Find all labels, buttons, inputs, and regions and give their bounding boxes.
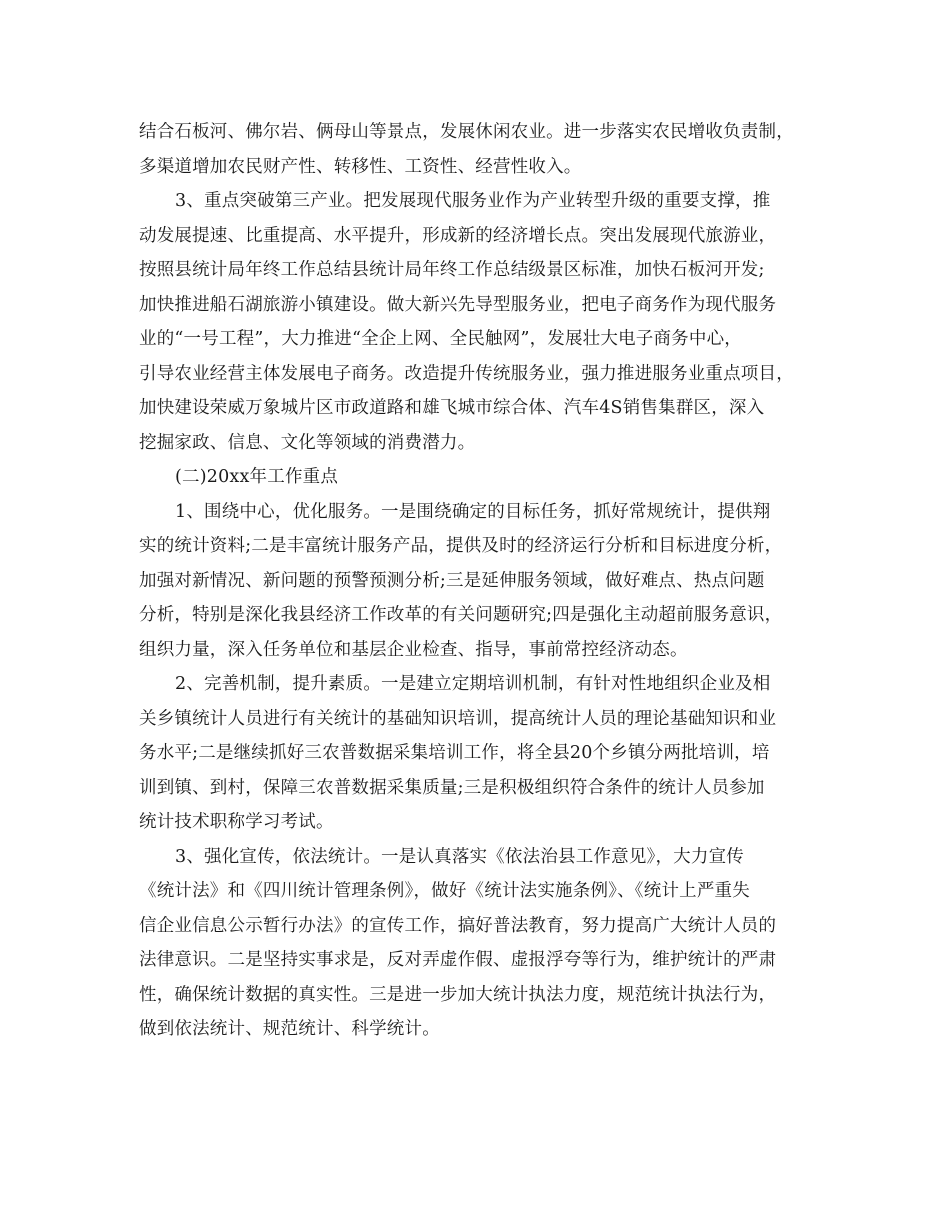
text-line: 结合石板河、佛尔岩、俩母山等景点，发展休闲农业。进一步落实农民增收负责制， — [139, 122, 794, 142]
text-line: 引导农业经营主体发展电子商务。改造提升传统服务业，强力推进服务业重点项目， — [139, 363, 794, 384]
text-line: 《统计法》和《四川统计管理条例》，做好《统计法实施条例》、《统计上严重失 — [139, 881, 750, 901]
paragraph — [139, 667, 825, 840]
text-line: 关乡镇统计人员进行有关统计的基础知识培训，提高统计人员的理论基础知识和业 — [139, 708, 777, 729]
text-line: 加快建设荣威万象城片区市政道路和雄飞城市综合体、汽车4S销售集群区，深入 — [139, 398, 765, 418]
text-line: 3、强化宣传，依法统计。一是认真落实《依法治县工作意见》，大力宣传 — [175, 846, 744, 867]
paragraph — [139, 495, 825, 668]
text-line: 分析，特别是深化我县经济工作改革的有关问题研究;四是强化主动超前服务意识， — [139, 605, 783, 625]
text-line: 训到镇、到村，保障三农普数据采集质量;三是积极组织符合条件的统计人员参加 — [139, 777, 765, 798]
text-line: 挖掘家政、信息、文化等领域的消费潜力。 — [139, 432, 476, 453]
document-body — [139, 115, 825, 1047]
text-line: 加快推进船石湖旅游小镇建设。做大新兴先导型服务业，把电子商务作为现代服务 — [139, 294, 777, 315]
paragraph — [139, 460, 825, 495]
paragraph — [139, 115, 825, 184]
text-line: 实的统计资料;二是丰富统计服务产品，提供及时的经济运行分析和目标进度分析， — [139, 536, 783, 556]
text-line: 业的“一号工程”，大力推进“全企上网、全民触网”，发展壮大电子商务中心， — [139, 329, 742, 349]
text-line: 法律意识。二是坚持实事求是，反对弄虚作假、虚报浮夸等行为，维护统计的严肃 — [139, 950, 777, 970]
text-line: 1、围绕中心，优化服务。一是围绕确定的目标任务，抓好常规统计，提供翔 — [175, 501, 771, 522]
text-line: 统计技术职称学习考试。 — [139, 812, 334, 832]
text-line: 多渠道增加农民财产性、转移性、工资性、经营性收入。 — [139, 156, 582, 177]
text-line: 组织力量，深入任务单位和基层企业检查、指导，事前常控经济动态。 — [139, 639, 688, 660]
paragraph — [139, 184, 825, 460]
text-line: 3、重点突破第三产业。把发展现代服务业作为产业转型升级的重要支撑，推 — [175, 191, 771, 211]
text-line: 加强对新情况、新问题的预警预测分析;三是延伸服务领域，做好难点、热点问题 — [139, 570, 765, 591]
text-line: 动发展提速、比重提高、水平提升，形成新的经济增长点。突出发展现代旅游业， — [139, 225, 777, 246]
text-line: 信企业信息公示暂行办法》的宣传工作，搞好普法教育，努力提高广大统计人员的 — [139, 915, 777, 936]
text-line: 性，确保统计数据的真实性。三是进一步加大统计执法力度，规范统计执法行为， — [139, 984, 777, 1005]
text-line: (二)20xx年工作重点 — [175, 467, 339, 487]
text-line: 按照县统计局年终工作总结县统计局年终工作总结级景区标准，加快石板河开发; — [139, 260, 765, 280]
text-line: 2、完善机制，提升素质。一是建立定期培训机制，有针对性地组织企业及相 — [175, 674, 771, 694]
paragraph — [139, 840, 825, 1047]
text-line: 务水平;二是继续抓好三农普数据采集培训工作，将全县20个乡镇分两批培训，培 — [139, 743, 770, 763]
text-line: 做到依法统计、规范统计、科学统计。 — [139, 1019, 440, 1039]
